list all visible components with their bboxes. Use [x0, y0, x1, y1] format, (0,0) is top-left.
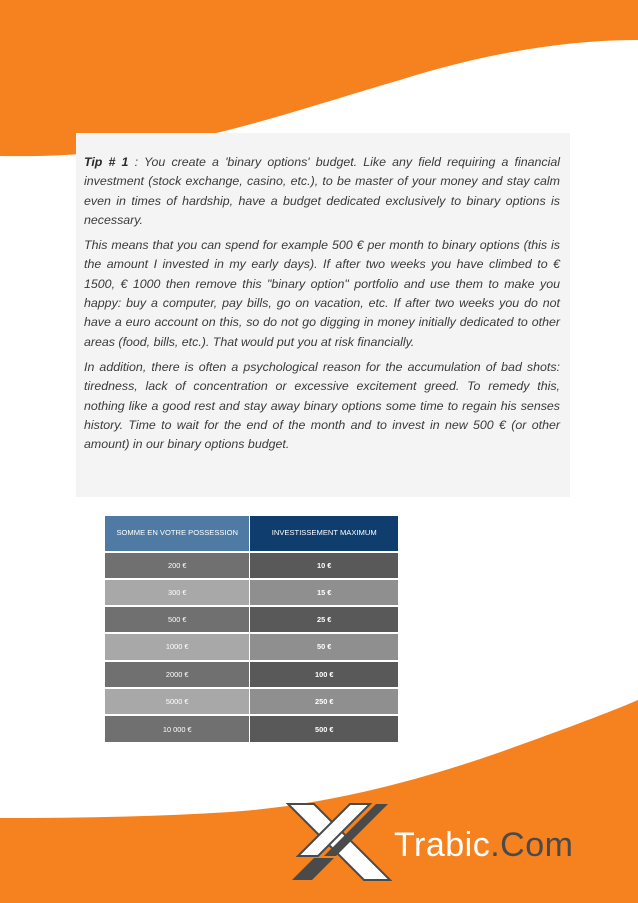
cell-amount: 200 € [105, 552, 250, 579]
table-row [105, 606, 399, 633]
cell-max: 15 € [250, 579, 399, 606]
cell-amount: 2000 € [105, 661, 250, 688]
cell-max: 100 € [250, 661, 399, 688]
table-row [105, 579, 399, 606]
logo-suffix: .Com [490, 826, 574, 864]
table-row [105, 661, 399, 688]
trabic-logo [284, 802, 614, 882]
header-amount-owned: SOMME EN VOTRE POSSESSION [105, 516, 250, 552]
paragraph-2: This means that you can spend for example 500 € per month to binary options (this is the amount I invested in my early days). If after two weeks you have climbed to € 1500, € 1000 then remove this "binary option" portfolio and use them to make you happy: buy a computer, pay bills, go on vacation, etc. If after two weeks you do not have a euro account on this, so do not go digging in money initially dedicated to other areas (food, bills, etc.). That would put you at risk financially. [84, 238, 560, 349]
cell-amount: 500 € [105, 606, 250, 633]
paragraph-3: In addition, there is often a psychological reason for the accumulation of bad shots: tiredness, lack of concentration or excessive excitement greed. To remedy this, nothing like a good rest and stay away binary options some time to regain his senses history. Time to wait for the end of the month and to invest in new 500 € (or other amount) in our binary options budget. [84, 359, 560, 452]
cell-amount: 10 000 € [105, 715, 250, 742]
cell-max: 10 € [250, 552, 399, 579]
article-text-box [76, 133, 570, 497]
x-logo-icon [284, 802, 394, 882]
cell-max: 250 € [250, 688, 399, 715]
tip-label: Tip # 1 [84, 155, 129, 169]
table-row [105, 688, 399, 715]
cell-amount: 300 € [105, 579, 250, 606]
cell-amount: 5000 € [105, 688, 250, 715]
cell-max: 500 € [250, 715, 399, 742]
investment-table [104, 515, 399, 743]
table-header-row [105, 516, 399, 552]
cell-max: 50 € [250, 633, 399, 660]
table-row [105, 715, 399, 742]
table-row [105, 633, 399, 660]
logo-name: Trabic [394, 826, 491, 864]
paragraph-tip-1 [84, 153, 560, 230]
cell-max: 25 € [250, 606, 399, 633]
paragraph-1-text: : You create a 'binary options' budget. Like any field requiring a financial investment (stock exchange, casino, etc.), to be master of your money and stay calm even in times of hardship, have a budget dedicated exclusively to binary options is necessary. [84, 155, 560, 227]
table-row [105, 552, 399, 579]
cell-amount: 1000 € [105, 633, 250, 660]
header-max-investment: INVESTISSEMENT MAXIMUM [250, 516, 399, 552]
logo-wordmark [394, 826, 573, 865]
